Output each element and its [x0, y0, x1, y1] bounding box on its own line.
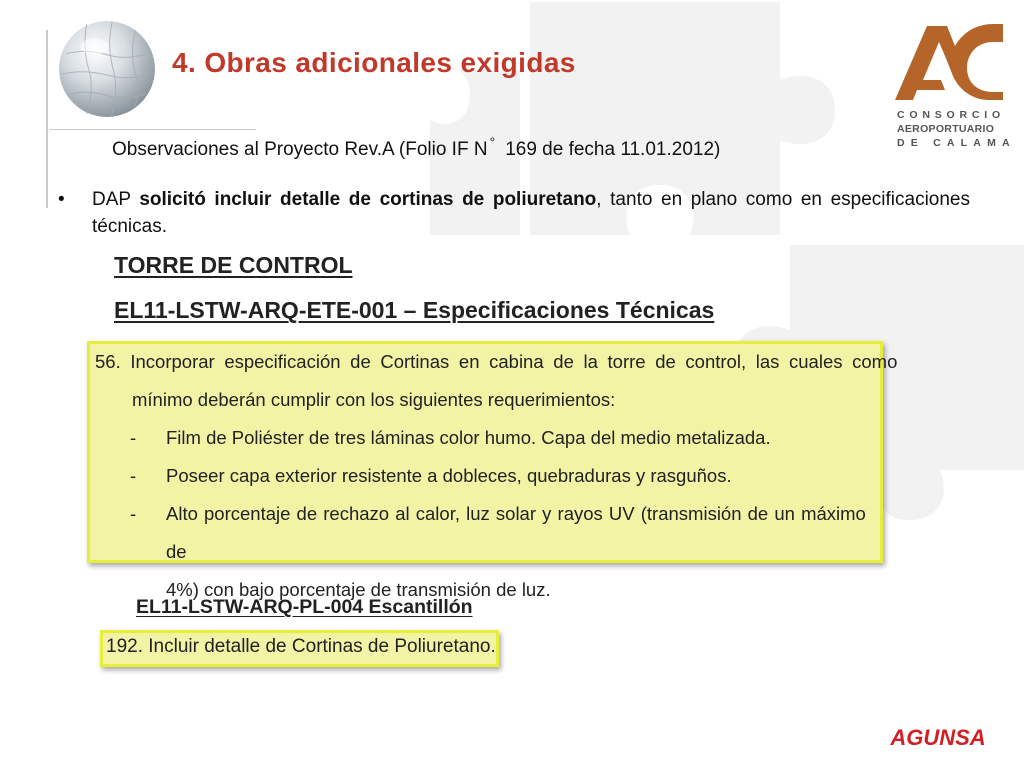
bullet-prefix: DAP — [92, 189, 140, 210]
requirement-3-continued: 4%) con bajo porcentaje de transmisión de luz. — [166, 579, 551, 600]
dash-1: - — [130, 427, 137, 448]
consorcio-ac-logo-icon — [893, 20, 1005, 104]
doc-heading-escantillon: EL11-LSTW-ARQ-PL-004 Escantillón — [136, 596, 473, 618]
slide-title: 4. Obras adicionales exigidas — [172, 47, 576, 78]
bullet-suffix: , tanto en plano como en especificaciones técnicas. — [92, 189, 970, 237]
logo-line-3: DE CALAMA — [897, 137, 1016, 149]
requirement-2-text: Poseer capa exterior resistente a dobleces, quebraduras y rasguños. — [166, 465, 732, 486]
degree-symbol: ° — [489, 134, 496, 150]
consorcio-logo-text — [897, 108, 1016, 150]
vertical-divider — [46, 30, 48, 208]
item-56-line-2: mínimo deberán cumplir con los siguientes requerimientos: — [132, 389, 616, 410]
subtitle-date: 169 de fecha 11.01.2012) — [505, 139, 721, 160]
bullet-text — [92, 186, 970, 240]
requirement-3-text: Alto porcentaje de rechazo al calor, luz solar y rayos UV (transmisión de un máximo de — [166, 503, 866, 562]
bullet-marker: • — [58, 189, 65, 210]
puzzle-globe-icon — [56, 18, 158, 120]
requirement-3 — [95, 495, 880, 571]
bullet-bold-text: solicitó incluir detalle de cortinas de poliuretano — [139, 189, 597, 210]
agunsa-logo-icon — [880, 724, 996, 750]
logo-line-2: AEROPORTUARIO — [897, 123, 995, 135]
requirement-2 — [95, 457, 880, 495]
subtitle — [112, 134, 721, 161]
subtitle-text: Observaciones al Proyecto Rev.A (Folio IF N — [112, 139, 488, 160]
item-56 — [95, 343, 898, 609]
logo-line-1: CONSORCIO — [897, 109, 1005, 121]
item-192: 192. Incluir detalle de Cortinas de Poliuretano. — [106, 636, 496, 657]
dash-2: - — [130, 465, 137, 486]
doc-heading-especificaciones: EL11-LSTW-ARQ-ETE-001 – Especificaciones Técnicas — [114, 297, 715, 323]
bullet-item — [58, 186, 970, 240]
horizontal-divider — [50, 129, 256, 130]
item-56-line-1: 56. Incorporar especificación de Cortinas en cabina de la torre de control, las cuales como — [95, 351, 898, 372]
dash-3: - — [130, 503, 137, 524]
agunsa-logo-text: AGUNSA — [890, 725, 986, 750]
doc-heading-torre: TORRE DE CONTROL — [114, 252, 353, 278]
requirement-1 — [95, 419, 880, 457]
requirement-1-text: Film de Poliéster de tres láminas color humo. Capa del medio metalizada. — [166, 427, 771, 448]
